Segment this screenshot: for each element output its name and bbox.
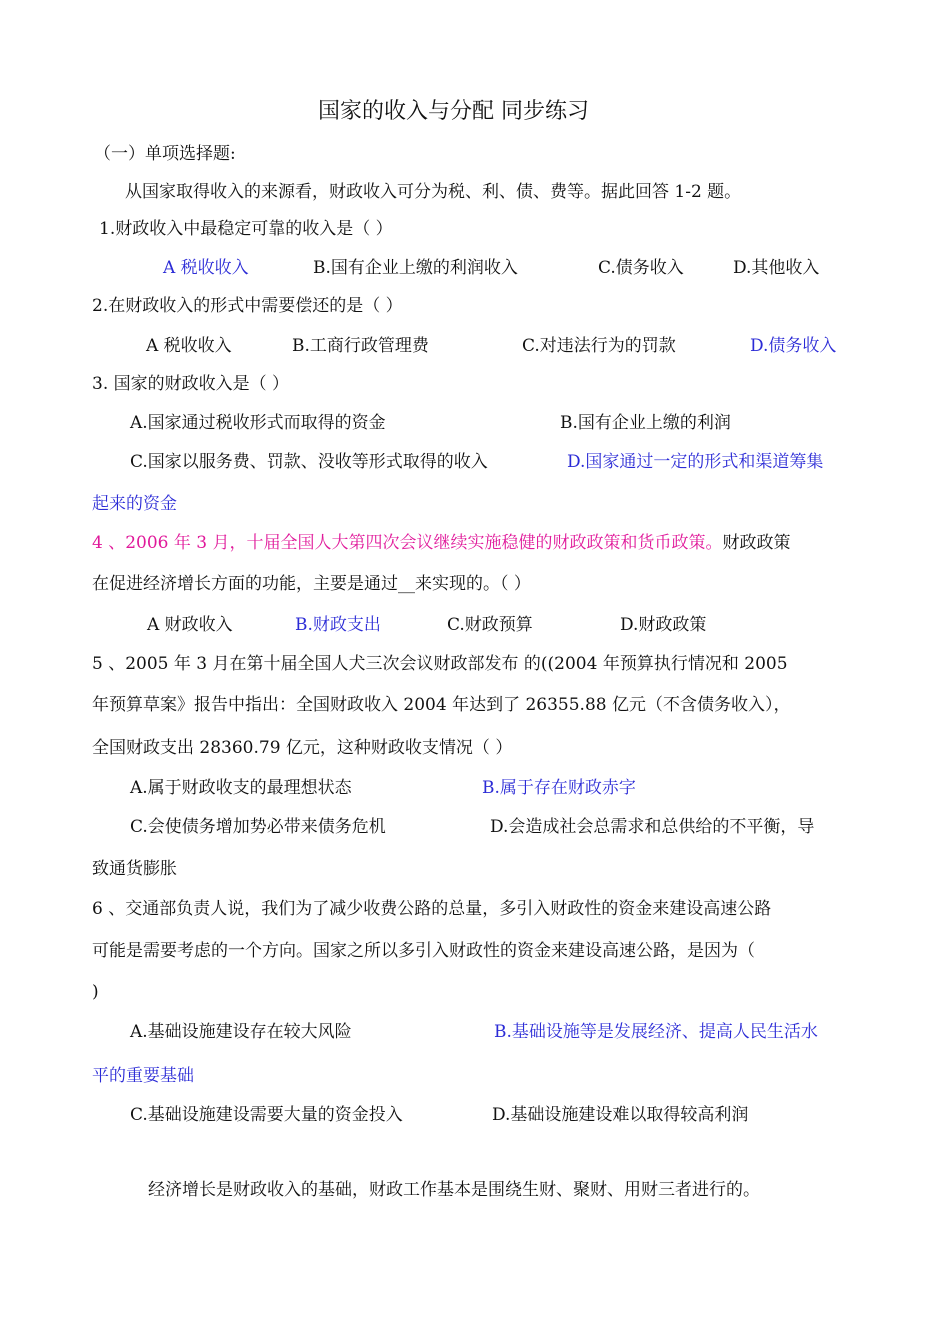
question-2-stem: 2.在财政收入的形式中需要偿还的是（ ）	[92, 296, 403, 316]
q6-option-b-continued: 平的重要基础	[92, 1066, 194, 1086]
question-6-line-1: 6 、交通部负责人说，我们为了减少收费公路的总量，多引入财政性的资金来建设高速公路	[92, 899, 772, 919]
q6-option-a: A.基础设施建设存在较大风险	[130, 1022, 352, 1042]
q6-option-d: D.基础设施建设难以取得较高利润	[492, 1105, 749, 1125]
q5-option-c: C.会使债务增加势必带来债务危机	[130, 817, 386, 837]
q6-option-b: B.基础设施等是发展经济、提高人民生活水	[494, 1022, 818, 1042]
q4-highlight-text: 4 、2006 年 3 月，十届全国人大第四次会议继续实施稳健的财政政策和货币政策。	[92, 533, 723, 553]
q5-option-d: D.会造成社会总需求和总供给的不平衡，导	[490, 817, 815, 837]
page-title: 国家的收入与分配 同步练习	[318, 99, 589, 124]
q2-option-c: C.对违法行为的罚款	[522, 336, 676, 356]
q4-option-a: A 财政收入	[147, 615, 233, 635]
intro-paragraph: 从国家取得收入的来源看，财政收入可分为税、利、债、费等。据此回答 1-2 题。	[125, 182, 742, 202]
question-5-line-2: 年预算草案》报告中指出：全国财政收入 2004 年达到了 26355.88 亿元（不含债务收入），	[92, 695, 791, 715]
q6-option-c: C.基础设施建设需要大量的资金投入	[130, 1105, 403, 1125]
q1-option-c: C.债务收入	[598, 258, 684, 278]
q1-option-a: A 税收收入	[163, 258, 249, 278]
question-4-line-2: 在促进经济增长方面的功能，主要是通过__来实现的。（ ）	[92, 574, 531, 594]
q4-option-c: C.财政预算	[447, 615, 533, 635]
closing-paragraph: 经济增长是财政收入的基础，财政工作基本是围绕生财、聚财、用财三者进行的。	[148, 1180, 760, 1200]
question-5-line-3: 全国财政支出 28360.79 亿元，这种财政收支情况（ ）	[92, 738, 513, 758]
q3-option-b: B.国有企业上缴的利润	[560, 413, 731, 433]
question-5-line-1: 5 、2005 年 3 月在第十届全国人犬三次会议财政部发布 的((2004 年预算执行情况和 2005	[92, 654, 788, 674]
q2-option-b: B.工商行政管理费	[292, 336, 429, 356]
q1-option-d: D.其他收入	[733, 258, 820, 278]
q5-option-b: B.属于存在财政赤字	[482, 778, 636, 798]
question-4-line-1	[92, 532, 791, 554]
question-6-line-3: )	[92, 982, 99, 1002]
question-3-stem: 3. 国家的财政收入是（ ）	[92, 374, 290, 394]
q3-option-c: C.国家以服务费、罚款、没收等形式取得的收入	[130, 452, 488, 472]
q1-option-b: B.国有企业上缴的利润收入	[313, 258, 518, 278]
question-6-line-2: 可能是需要考虑的一个方向。国家之所以多引入财政性的资金来建设高速公路，是因为（	[92, 941, 755, 961]
section-heading: （一）单项选择题:	[94, 144, 236, 164]
q3-option-d: D.国家通过一定的形式和渠道筹集	[567, 452, 824, 472]
q4-lead-tail: 财政政策	[722, 533, 791, 553]
q4-option-b: B.财政支出	[295, 615, 381, 635]
q3-option-a: A.国家通过税收形式而取得的资金	[130, 413, 386, 433]
q2-option-d: D.债务收入	[750, 336, 837, 356]
q5-option-d-continued: 致通货膨胀	[92, 859, 177, 879]
q2-option-a: A 税收收入	[146, 336, 232, 356]
q5-option-a: A.属于财政收支的最理想状态	[130, 778, 352, 798]
q3-option-d-continued: 起来的资金	[92, 494, 177, 514]
q4-option-d: D.财政政策	[620, 615, 707, 635]
question-1-stem: 1.财政收入中最稳定可靠的收入是（ ）	[99, 219, 393, 239]
